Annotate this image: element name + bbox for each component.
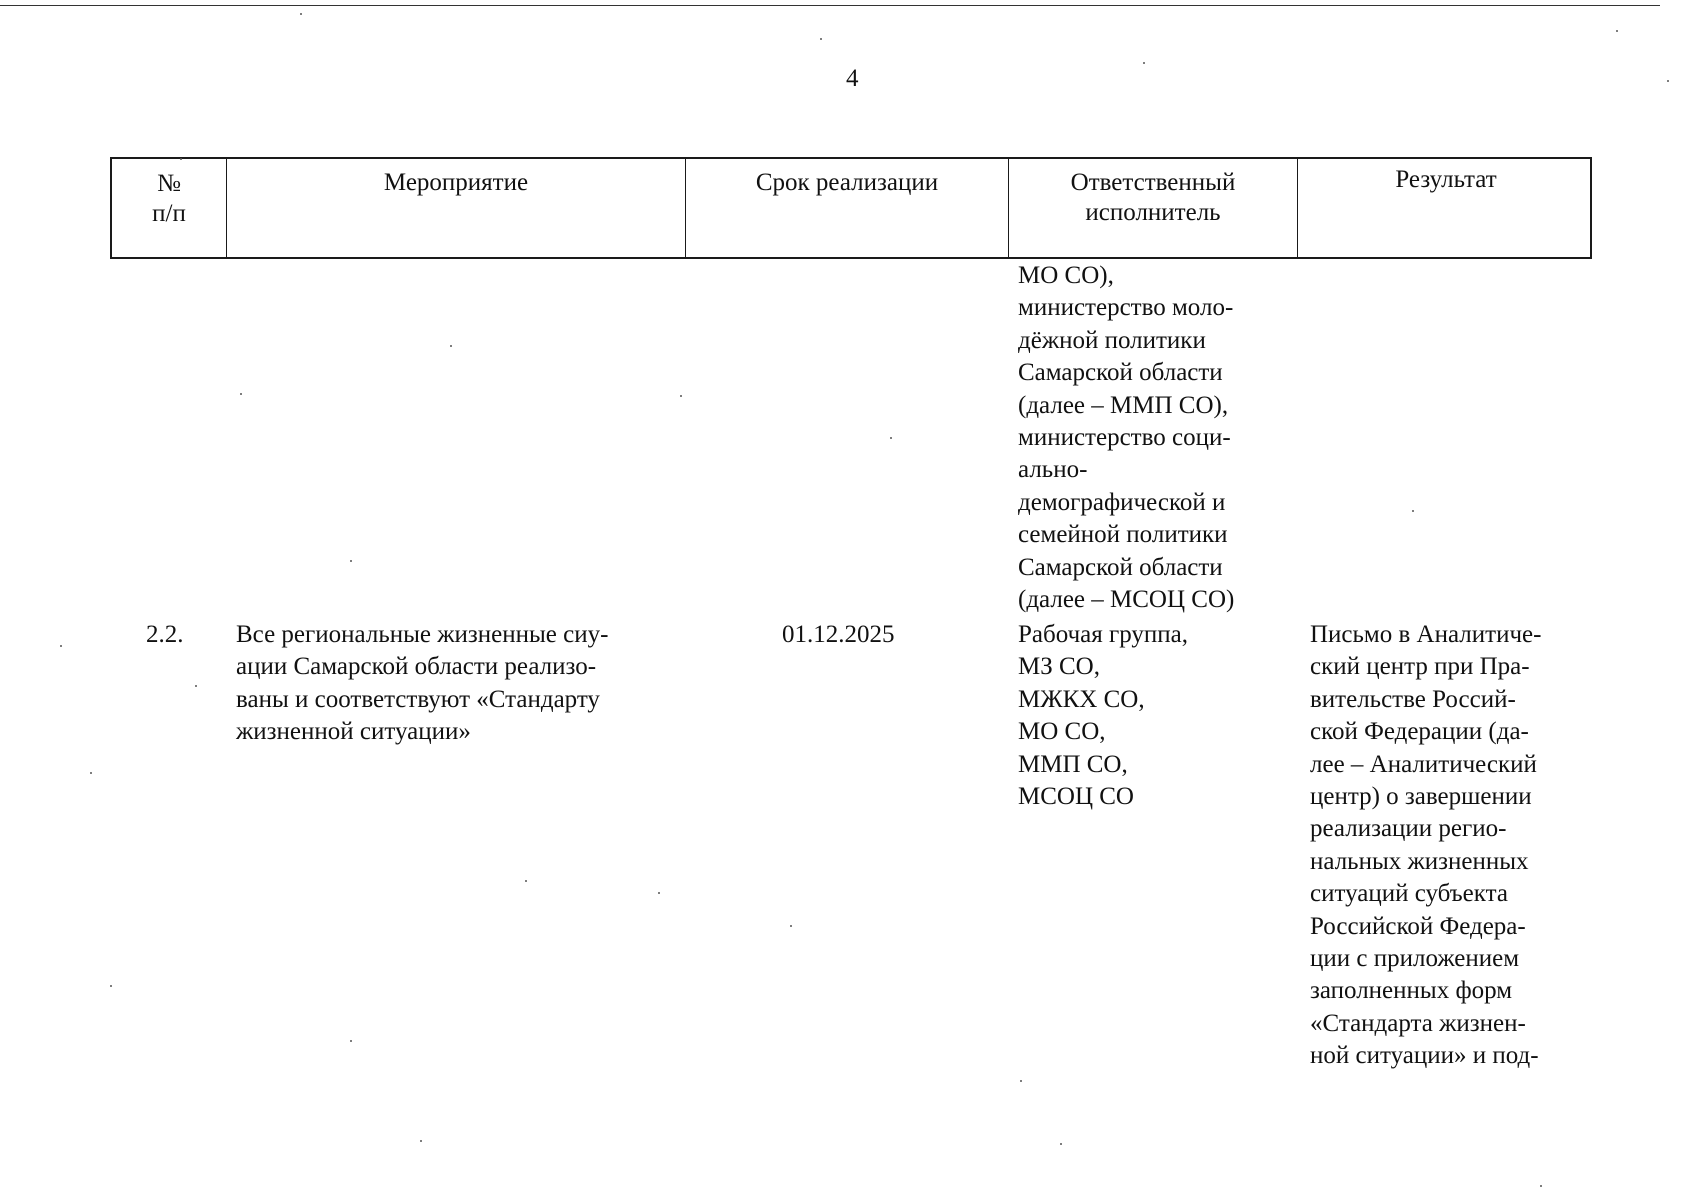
row-term: 01.12.2025 — [782, 621, 895, 648]
scan-speck — [1667, 80, 1669, 82]
header-term-label: Срок реализации — [755, 169, 939, 196]
scan-speck — [1540, 1185, 1542, 1187]
scan-speck — [1020, 1080, 1022, 1082]
row-event: Все региональные жизненные сиу- ации Самарской области реализо- ваны и соответствуют «Стандарту жизненной ситуации» — [236, 621, 609, 746]
header-event-label: Мероприятие — [383, 169, 529, 196]
header-responsible-label: Ответственный исполнитель — [1070, 169, 1236, 226]
scan-speck — [110, 985, 112, 987]
scan-speck — [680, 395, 682, 397]
scan-speck — [420, 1140, 422, 1142]
row-result: Письмо в Аналитиче- ский центр при Пра- вительстве Россий- ской Федерации (да- лее – Аналитический центр) о завершении реализации регио- нальных жизненных ситуаций субъекта Российской Федера- ции с приложением заполненных форм «Стандарта жизнен- ной ситуации» и под- — [1310, 621, 1542, 1070]
scan-speck — [450, 345, 452, 347]
header-event — [227, 159, 686, 257]
header-number — [112, 159, 227, 257]
page-number: 4 — [846, 65, 859, 92]
row-responsible: Рабочая группа, МЗ СО, МЖКХ СО, МО СО, ММП СО, МСОЦ СО — [1018, 621, 1189, 811]
scan-speck — [820, 38, 822, 40]
header-responsible — [1009, 159, 1298, 257]
continued-responsible-cell: МО СО), министерство моло- дёжной политики Самарской области (далее – ММП СО), министерство соци- ально- демографической и семейной политики Самарской области (далее – МСОЦ СО) — [1018, 262, 1235, 614]
table-header — [110, 157, 1592, 259]
scan-speck — [1143, 62, 1145, 64]
header-result — [1298, 159, 1594, 257]
row-number: 2.2. — [146, 621, 184, 648]
scan-speck — [1616, 30, 1618, 32]
scan-speck — [60, 645, 62, 647]
scan-speck — [658, 892, 660, 894]
scan-speck — [790, 925, 792, 927]
top-rule — [0, 5, 1660, 6]
header-result-label: Результат — [1395, 166, 1497, 193]
scan-speck — [350, 1040, 352, 1042]
scan-speck — [300, 13, 302, 15]
scan-speck — [1412, 510, 1414, 512]
scan-speck — [525, 880, 527, 882]
header-term — [686, 159, 1009, 257]
scan-speck — [890, 437, 892, 439]
scan-speck — [1060, 1143, 1062, 1145]
scan-speck — [350, 560, 352, 562]
scan-speck — [180, 158, 182, 160]
header-number-label: № п/п — [152, 170, 186, 227]
scan-speck — [90, 772, 92, 774]
scan-speck — [240, 393, 242, 395]
scan-speck — [195, 685, 197, 687]
